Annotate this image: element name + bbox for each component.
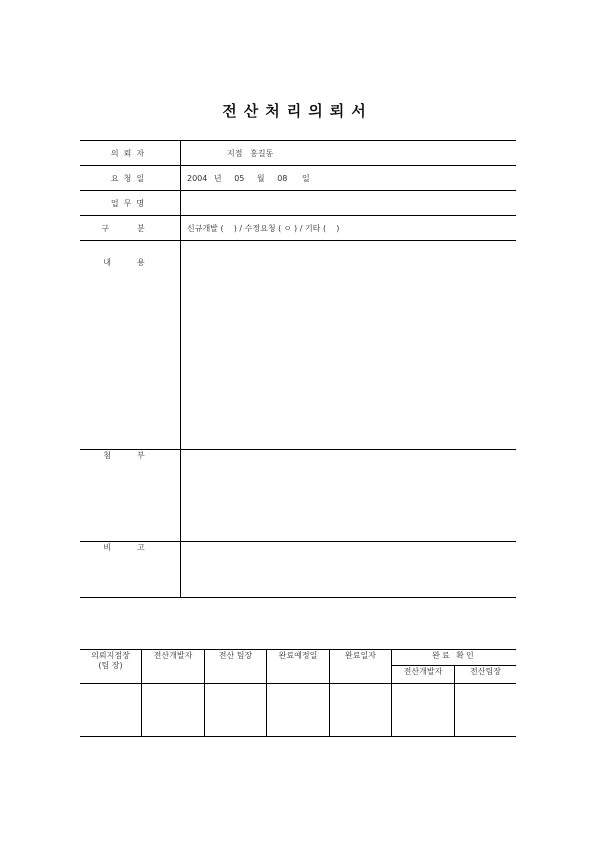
sign-developer[interactable] [142,684,205,737]
category-row [80,216,516,241]
approval-head-planned-date: 완료예정일 [267,650,330,684]
sign-planned-date[interactable] [267,684,330,737]
request-form-table [80,140,516,598]
category-field[interactable]: 신규개발 ( ) / 수정요청 ( ㅇ ) / 기타 ( ) [181,216,517,241]
content-field[interactable] [181,241,517,450]
business-name-label: 업무명 [80,191,181,216]
approval-head-it-lead: 전산 팀장 [205,650,267,684]
approval-head-branch-manager: 의뢰지점장 (팀 장) [80,650,142,684]
request-year-unit: 년 [213,173,222,183]
sign-completion-date[interactable] [330,684,392,737]
business-name-field[interactable] [181,191,517,216]
content-row [80,241,516,450]
attachment-field[interactable] [181,450,517,542]
request-date-row [80,166,516,191]
approval-head-developer: 전산개발자 [142,650,205,684]
document-title: 전산처리의뢰서 [222,102,373,120]
approval-table [80,649,516,737]
content-label: 내용 [80,241,181,450]
request-day: 08 [277,173,288,183]
remarks-label: 비고 [80,542,181,598]
remarks-field[interactable] [181,542,517,598]
remarks-row [80,542,516,598]
sign-it-lead[interactable] [205,684,267,737]
approval-head-completion-date: 완료일자 [330,650,392,684]
approval-head-completion-check: 완료 확인 [392,650,517,666]
sign-check-it-lead[interactable] [455,684,517,737]
approval-sign-row [80,684,516,737]
request-day-unit: 일 [301,173,310,183]
sign-check-developer[interactable] [392,684,455,737]
attachment-row [80,450,516,542]
requester-label: 의뢰자 [80,141,181,166]
request-year: 2004 [187,173,208,183]
approval-sub-developer: 전산개발자 [392,666,455,684]
request-month-unit: 월 [256,173,265,183]
sign-branch-manager[interactable] [80,684,142,737]
request-month: 05 [234,173,245,183]
business-name-row [80,191,516,216]
approval-sub-it-lead: 전산팀장 [455,666,517,684]
request-date-label: 요청일 [80,166,181,191]
attachment-label: 첨부 [80,450,181,542]
category-label: 구분 [80,216,181,241]
requester-row [80,141,516,166]
request-date-value[interactable] [181,166,517,191]
requester-text: 지점 홍길동 [227,148,274,158]
approval-header-row [80,650,516,666]
requester-value[interactable] [181,141,517,166]
